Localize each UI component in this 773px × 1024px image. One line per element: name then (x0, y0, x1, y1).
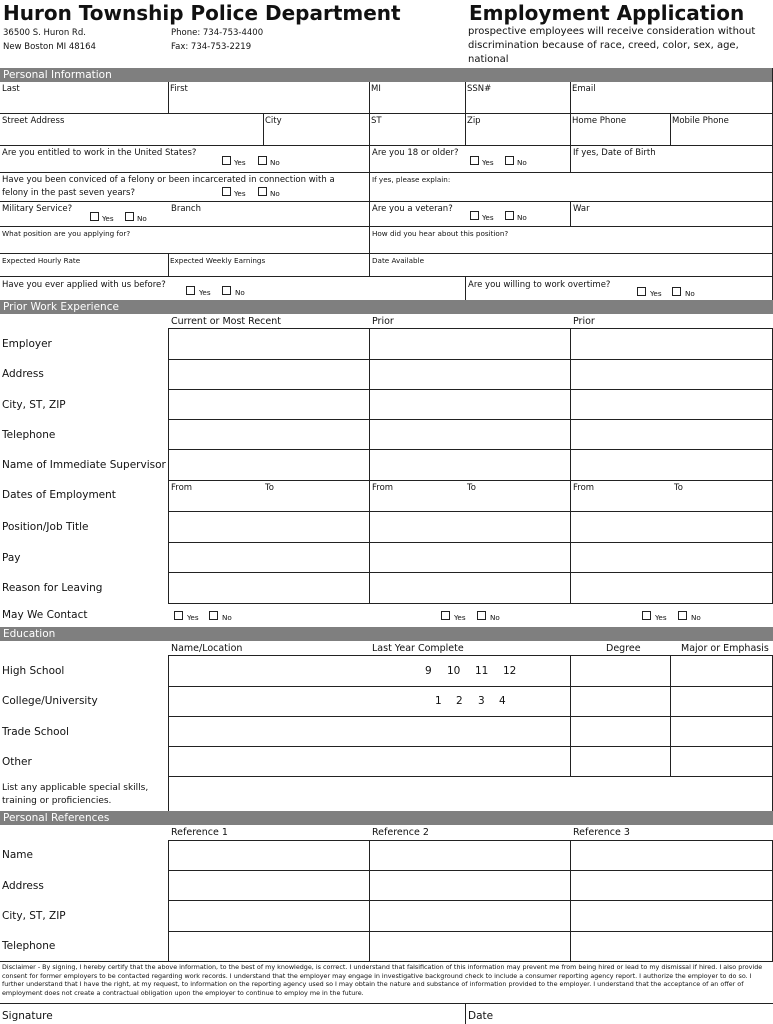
row-dates-of-employment: Dates of Employment (2, 489, 116, 501)
hs-year-option[interactable]: 10 (447, 665, 461, 677)
hs-year-option[interactable]: 11 (475, 665, 489, 677)
position-label: What position are you applying for? (2, 229, 131, 238)
overtime-no-checkbox[interactable] (672, 287, 681, 296)
entitled-question: Are you entitled to work in the United States? (2, 148, 197, 158)
column-last-year: Last Year Complete (372, 643, 464, 654)
overtime-question: Are you willing to work overtime? (468, 280, 611, 290)
war-label: War (573, 204, 590, 214)
no-label: No (137, 214, 147, 223)
contact-current-no-checkbox[interactable] (209, 611, 218, 620)
row-trade-school: Trade School (2, 726, 69, 738)
first-name-field[interactable] (168, 82, 369, 113)
yes-label: Yes (655, 613, 667, 622)
contact-prior2-yes-checkbox[interactable] (642, 611, 651, 620)
date-label: Date (468, 1010, 494, 1022)
row-pay: Pay (2, 552, 21, 564)
row-address: Address (2, 368, 44, 380)
no-label: No (490, 613, 500, 622)
email-field[interactable] (570, 82, 773, 113)
hs-year-option[interactable]: 9 (425, 665, 432, 677)
skills-label-line-2: training or proficiencies. (2, 796, 112, 806)
explain-label: If yes, please explain: (372, 175, 451, 184)
disclaimer-text: Disclaimer - By signing, I hereby certify that the above information, to the best of my knowledge, is correct. I understand that falsification of this information may prevent me from being hired or lead to my dismissal if hired. I also provide consent for former employers to be contacted regarding work records. I understand that the employer may engage in investigative background check to include a consumer reporting agency report. I authorize the employer to do so. I further understand that I have the right, at my request, to information on the reporting agency used so I may obtain the nature and substance of information provided to the employer. I understand that the acceptance of an offer of employment does not create a contractual obligation upon the employer to continue to employ me in the future. (2, 963, 763, 997)
column-reference-2: Reference 2 (372, 827, 429, 838)
felony-explain-field[interactable] (369, 172, 773, 201)
section-personal-information (0, 68, 773, 82)
position-field[interactable] (0, 226, 369, 253)
yes-label: Yes (482, 158, 494, 167)
to-label: To (265, 483, 274, 493)
felony-question-line-1: Have you been conviced of a felony or been incarcerated in connection with a (2, 175, 335, 185)
entitled-yes-checkbox[interactable] (222, 156, 231, 165)
weekly-earnings-field[interactable] (168, 253, 369, 276)
contact-prior2-no-checkbox[interactable] (678, 611, 687, 620)
mobile-phone-label: Mobile Phone (672, 116, 729, 126)
section-title: Personal References (3, 812, 110, 824)
phone-number: Phone: 734-753-4400 (171, 28, 264, 38)
hs-year-option[interactable]: 12 (503, 665, 517, 677)
column-name-location: Name/Location (171, 643, 243, 654)
heard-field[interactable] (369, 226, 773, 253)
state-label: ST (371, 116, 382, 126)
section-title: Education (3, 628, 56, 640)
date-available-label: Date Available (372, 256, 424, 265)
yes-label: Yes (234, 158, 246, 167)
no-label: No (235, 288, 245, 297)
weekly-earnings-label: Expected Weekly Earnings (170, 256, 266, 265)
no-label: No (222, 613, 232, 622)
signature-label: Signature (2, 1010, 53, 1022)
ssn-label: SSN# (467, 84, 492, 94)
felony-yes-checkbox[interactable] (222, 187, 231, 196)
section-education (0, 627, 773, 641)
city-label: City (265, 116, 282, 126)
applied-before-question: Have you ever applied with us before? (2, 280, 166, 290)
no-label: No (685, 289, 695, 298)
applied-no-checkbox[interactable] (222, 286, 231, 295)
veteran-no-checkbox[interactable] (505, 211, 514, 220)
felony-no-checkbox[interactable] (258, 187, 267, 196)
hourly-rate-label: Expected Hourly Rate (2, 256, 81, 265)
home-phone-label: Home Phone (572, 116, 627, 126)
address-line-2: New Boston MI 48164 (3, 42, 96, 52)
column-prior-1: Prior (372, 316, 394, 327)
military-no-checkbox[interactable] (125, 212, 134, 221)
college-year-option[interactable]: 2 (456, 695, 463, 707)
row-supervisor: Name of Immediate Supervisor (2, 459, 166, 471)
ref-row-city-st-zip: City, ST, ZIP (2, 910, 66, 922)
college-year-option[interactable]: 4 (499, 695, 506, 707)
row-may-we-contact: May We Contact (2, 609, 88, 621)
branch-label: Branch (171, 204, 201, 214)
form-title: Employment Application (469, 1, 745, 25)
ref-row-address: Address (2, 880, 44, 892)
yes-label: Yes (187, 613, 199, 622)
row-high-school: High School (2, 665, 65, 677)
date-of-birth-field[interactable] (570, 145, 773, 172)
street-address-label: Street Address (2, 116, 65, 126)
zip-field[interactable] (465, 113, 570, 145)
felony-question-line-2: felony in the past seven years? (2, 188, 135, 198)
section-title: Personal Information (3, 69, 112, 81)
veteran-question: Are you a veteran? (372, 204, 453, 214)
first-name-label: First (170, 84, 188, 94)
column-degree: Degree (606, 643, 641, 654)
yes-label: Yes (102, 214, 114, 223)
fax-number: Fax: 734-753-2219 (171, 42, 252, 52)
section-title: Prior Work Experience (3, 301, 119, 313)
from-label: From (171, 483, 193, 493)
eeo-line-1: prospective employees will receive consideration without (468, 26, 756, 37)
column-reference-1: Reference 1 (171, 827, 228, 838)
row-college: College/University (2, 695, 98, 707)
age-question: Are you 18 or older? (372, 148, 459, 158)
mobile-phone-field[interactable] (670, 113, 773, 145)
column-current: Current or Most Recent (171, 316, 281, 327)
from-label: From (573, 483, 595, 493)
yes-label: Yes (482, 213, 494, 222)
applied-yes-checkbox[interactable] (186, 286, 195, 295)
middle-initial-field[interactable] (369, 82, 465, 113)
address-line-1: 36500 S. Huron Rd. (3, 28, 86, 38)
skills-label-line-1: List any applicable special skills, (2, 783, 149, 793)
last-name-label: Last (2, 84, 20, 94)
row-position-title: Position/Job Title (2, 521, 89, 533)
no-label: No (517, 213, 527, 222)
overtime-yes-checkbox[interactable] (637, 287, 646, 296)
state-field[interactable] (369, 113, 465, 145)
from-label: From (372, 483, 394, 493)
to-label: To (467, 483, 476, 493)
street-address-field[interactable] (0, 113, 263, 145)
yes-label: Yes (650, 289, 662, 298)
yes-label: Yes (454, 613, 466, 622)
ref-row-telephone: Telephone (2, 940, 56, 952)
column-reference-3: Reference 3 (573, 827, 630, 838)
row-telephone: Telephone (2, 429, 56, 441)
contact-prior1-no-checkbox[interactable] (477, 611, 486, 620)
row-other: Other (2, 756, 32, 768)
to-label: To (674, 483, 683, 493)
college-year-option[interactable]: 1 (435, 695, 442, 707)
email-label: Email (572, 84, 596, 94)
hourly-rate-field[interactable] (0, 253, 168, 276)
ssn-field[interactable] (465, 82, 570, 113)
city-field[interactable] (263, 113, 369, 145)
military-question: Military Service? (2, 204, 73, 214)
contact-prior1-yes-checkbox[interactable] (441, 611, 450, 620)
zip-label: Zip (467, 116, 481, 126)
college-year-option[interactable]: 3 (478, 695, 485, 707)
war-field[interactable] (570, 201, 773, 226)
yes-label: Yes (199, 288, 211, 297)
date-available-field[interactable] (369, 253, 773, 276)
no-label: No (691, 613, 701, 622)
section-personal-references (0, 811, 773, 825)
column-prior-2: Prior (573, 316, 595, 327)
no-label: No (270, 189, 280, 198)
no-label: No (517, 158, 527, 167)
military-yes-checkbox[interactable] (90, 212, 99, 221)
dob-label: If yes, Date of Birth (573, 148, 656, 158)
veteran-yes-checkbox[interactable] (470, 211, 479, 220)
age-yes-checkbox[interactable] (470, 156, 479, 165)
entitled-no-checkbox[interactable] (258, 156, 267, 165)
row-employer: Employer (2, 338, 52, 350)
section-prior-work-experience (0, 300, 773, 314)
no-label: No (270, 158, 280, 167)
last-name-field[interactable] (0, 82, 168, 113)
mi-label: MI (371, 84, 381, 94)
branch-field[interactable] (168, 201, 369, 226)
age-no-checkbox[interactable] (505, 156, 514, 165)
row-reason-for-leaving: Reason for Leaving (2, 582, 103, 594)
department-name: Huron Township Police Department (3, 1, 401, 25)
contact-current-yes-checkbox[interactable] (174, 611, 183, 620)
column-major: Major or Emphasis (681, 643, 769, 654)
eeo-line-2: discrimination because of race, creed, color, sex, age, national (468, 40, 739, 65)
heard-label: How did you hear about this position? (372, 229, 509, 238)
row-city-st-zip: City, ST, ZIP (2, 399, 66, 411)
ref-row-name: Name (2, 849, 33, 861)
yes-label: Yes (234, 189, 246, 198)
home-phone-field[interactable] (570, 113, 670, 145)
